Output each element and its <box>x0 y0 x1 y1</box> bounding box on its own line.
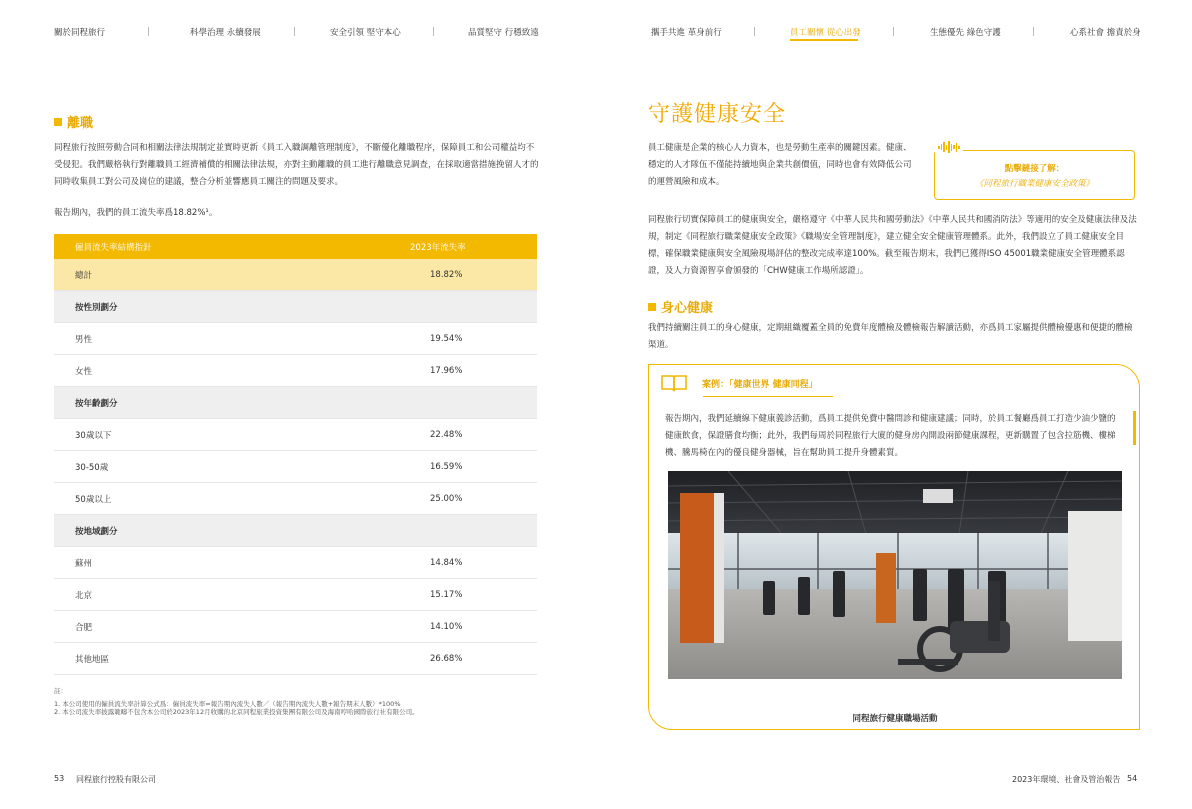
table-cell-value: 16.59% <box>430 461 463 472</box>
table-header-row <box>54 234 537 259</box>
safety-policy-paragraph: 同程旅行切實保障員工的健康與安全，嚴格遵守《中華人民共和國勞動法》《中華人民共和國消防法》等適用的安全及健康法律及法規，制定《同程旅行職業健康安全政策》《職場安全管理制度》，建立健全安全健康管理體系。此外，我們設立了員工健康安全目標，確保職業健康與安全風險現場評估的整改完成率達100%。截至報告期末，我們已獲得ISO 45001職業健康安全管理體系認證，及人力資源智享會頒發的「CHW健康工作場所認證」。 <box>648 215 1137 276</box>
table-cell-label: 按性別劃分 <box>75 302 118 313</box>
resignation-paragraph: 同程旅行按照勞動合同和相關法律法規制定並實時更新《員工入職調離管理制度》，不斷優化離職程序，保障員工和公司權益均不受侵犯。我們嚴格執行對離職員工經濟補償的相關法律法規，亦對主動離職的員工進行離職意見調查，在採取適當措施挽留人才的同時收集員工對公司及崗位的建議，整合分析並響應員工關注的問題及要求。 <box>54 143 539 187</box>
nav-item-society[interactable]: 心系社會 擔責於身 <box>1070 28 1141 38</box>
table-group-row <box>54 387 537 419</box>
table-row <box>54 483 537 515</box>
nav-item-safety[interactable]: 安全引領 堅守本心 <box>330 28 401 38</box>
table-cell-value: 26.68% <box>430 653 463 664</box>
nav-item-governance[interactable]: 科學治理 永續發展 <box>190 28 261 38</box>
table-body <box>54 259 537 675</box>
table-cell-value: 25.00% <box>430 493 463 504</box>
photo-caption: 同程旅行健康職場活動 <box>852 714 938 724</box>
open-book-icon <box>660 373 688 393</box>
table-cell-label: 50歲以上 <box>75 494 112 505</box>
table-cell-value: 18.82% <box>430 269 463 280</box>
footer-page-number-right: 54 <box>1127 774 1138 783</box>
nav-item-ecology[interactable]: 生態優先 綠色守護 <box>930 28 1001 38</box>
section-heading-text: 身心健康 <box>661 301 714 316</box>
nav-separator <box>1033 27 1034 36</box>
link-prompt: 點擊鏈接了解： <box>1004 164 1065 174</box>
nav-item-quality[interactable]: 品質堅守 行穩致遠 <box>468 28 539 38</box>
page-title: 守護健康安全 <box>648 102 787 127</box>
table-cell-value: 17.96% <box>430 365 463 376</box>
footnotes-label: 註： <box>54 687 67 695</box>
table-cell-value: 22.48% <box>430 429 463 440</box>
turnover-table <box>54 234 537 675</box>
table-row <box>54 643 537 675</box>
section-heading-text: 離職 <box>67 116 94 131</box>
footnote-1: 1. 本公司使用的僱員流失率計算公式爲：僱員流失率=報告期內流失人數／（報告期內流失人數+報告期末人數）*100% <box>54 699 401 708</box>
wellbeing-paragraph: 我們持續關注員工的身心健康，定期組織覆蓋全員的免費年度體檢及體檢報告解讀活動，亦爲員工家屬提供體檢優惠和便捷的體檢渠道。 <box>648 323 1133 350</box>
table-header-rate: 2023年流失率 <box>410 242 466 253</box>
square-bullet-icon <box>54 118 62 126</box>
case-study-text: 報告期內，我們延續線下健康義診活動，爲員工提供免費中醫問診和健康建議；同時，於員工餐廳爲員工打造少油少鹽的健康飲食，保證膳食均衡；此外，我們每周於同程旅行大廈的健身房內開設兩節健康課程，更新購置了包含拉筋機、樓梯機、騰馬椅在內的優良健身器械，旨在幫助員工提升身體素質。 <box>665 414 1116 458</box>
case-study-header <box>660 373 818 393</box>
table-cell-value: 14.10% <box>430 621 463 632</box>
table-row <box>54 259 537 291</box>
nav-item-about[interactable]: 關於同程旅行 <box>54 28 106 38</box>
table-cell-value: 19.54% <box>430 333 463 344</box>
policy-link[interactable]: 《同程旅行職業健康安全政策》 <box>974 179 1094 189</box>
table-cell-value: 15.17% <box>430 589 463 600</box>
nav-separator <box>754 27 755 36</box>
footer-report-name: 2023年環境、社會及管治報告 <box>1012 775 1121 784</box>
nav-separator <box>893 27 894 36</box>
table-cell-label: 按地域劃分 <box>75 526 118 537</box>
table-cell-label: 女性 <box>75 366 93 377</box>
table-row <box>54 355 537 387</box>
table-cell-label: 合肥 <box>75 622 93 633</box>
table-cell-label: 總計 <box>75 270 93 281</box>
table-row <box>54 419 537 451</box>
table-header-indicator: 僱員流失率結構指針 <box>75 242 152 253</box>
table-cell-value: 14.84% <box>430 557 463 568</box>
table-cell-label: 男性 <box>75 334 93 345</box>
accent-bar <box>1133 411 1136 445</box>
square-bullet-icon <box>648 303 656 311</box>
gym-photo <box>668 471 1122 679</box>
table-row <box>54 323 537 355</box>
active-nav-underline <box>790 39 858 41</box>
table-cell-label: 北京 <box>75 590 93 601</box>
table-cell-label: 按年齡劃分 <box>75 398 118 409</box>
table-group-row <box>54 291 537 323</box>
table-row <box>54 579 537 611</box>
table-row <box>54 611 537 643</box>
table-cell-label: 30-50歲 <box>75 462 109 473</box>
footer-page-number-left: 53 <box>54 774 65 783</box>
table-row <box>54 547 537 579</box>
section-heading-wellbeing <box>648 297 713 316</box>
table-cell-label: 蘇州 <box>75 558 93 569</box>
nav-item-employee-care[interactable]: 員工關懷 從心出發 <box>790 28 861 38</box>
table-cell-label: 其他地區 <box>75 654 110 665</box>
table-row <box>54 451 537 483</box>
footnote-2: 2. 本公司流失率披露範疇不包含本公司於2023年12月收購的北京同程旅業投資集團有限公司及海南哼哈國際旅行社有限公司。 <box>54 708 419 716</box>
audio-wave-icon <box>935 141 963 153</box>
turnover-sentence: 報告期內，我們的員工流失率爲18.82%¹。 <box>54 208 218 218</box>
case-title-underline <box>703 396 833 397</box>
policy-link-box[interactable] <box>934 150 1135 200</box>
table-cell-label: 30歲以下 <box>75 430 112 441</box>
section-heading-resignation <box>54 112 93 131</box>
health-intro-paragraph: 員工健康是企業的核心人力資本，也是勞動生產率的關鍵因素。健康、穩定的人才隊伍不僅能持續地與企業共創價值，同時也會有效降低公司的運營風險和成本。 <box>648 143 912 187</box>
case-study-title: 案例：「健康世界 健康同程」 <box>702 379 818 390</box>
nav-item-partners[interactable]: 攜手共進 革身前行 <box>651 28 722 38</box>
table-group-row <box>54 515 537 547</box>
footer-company-name: 同程旅行控股有限公司 <box>76 775 156 784</box>
footnotes <box>54 687 484 717</box>
